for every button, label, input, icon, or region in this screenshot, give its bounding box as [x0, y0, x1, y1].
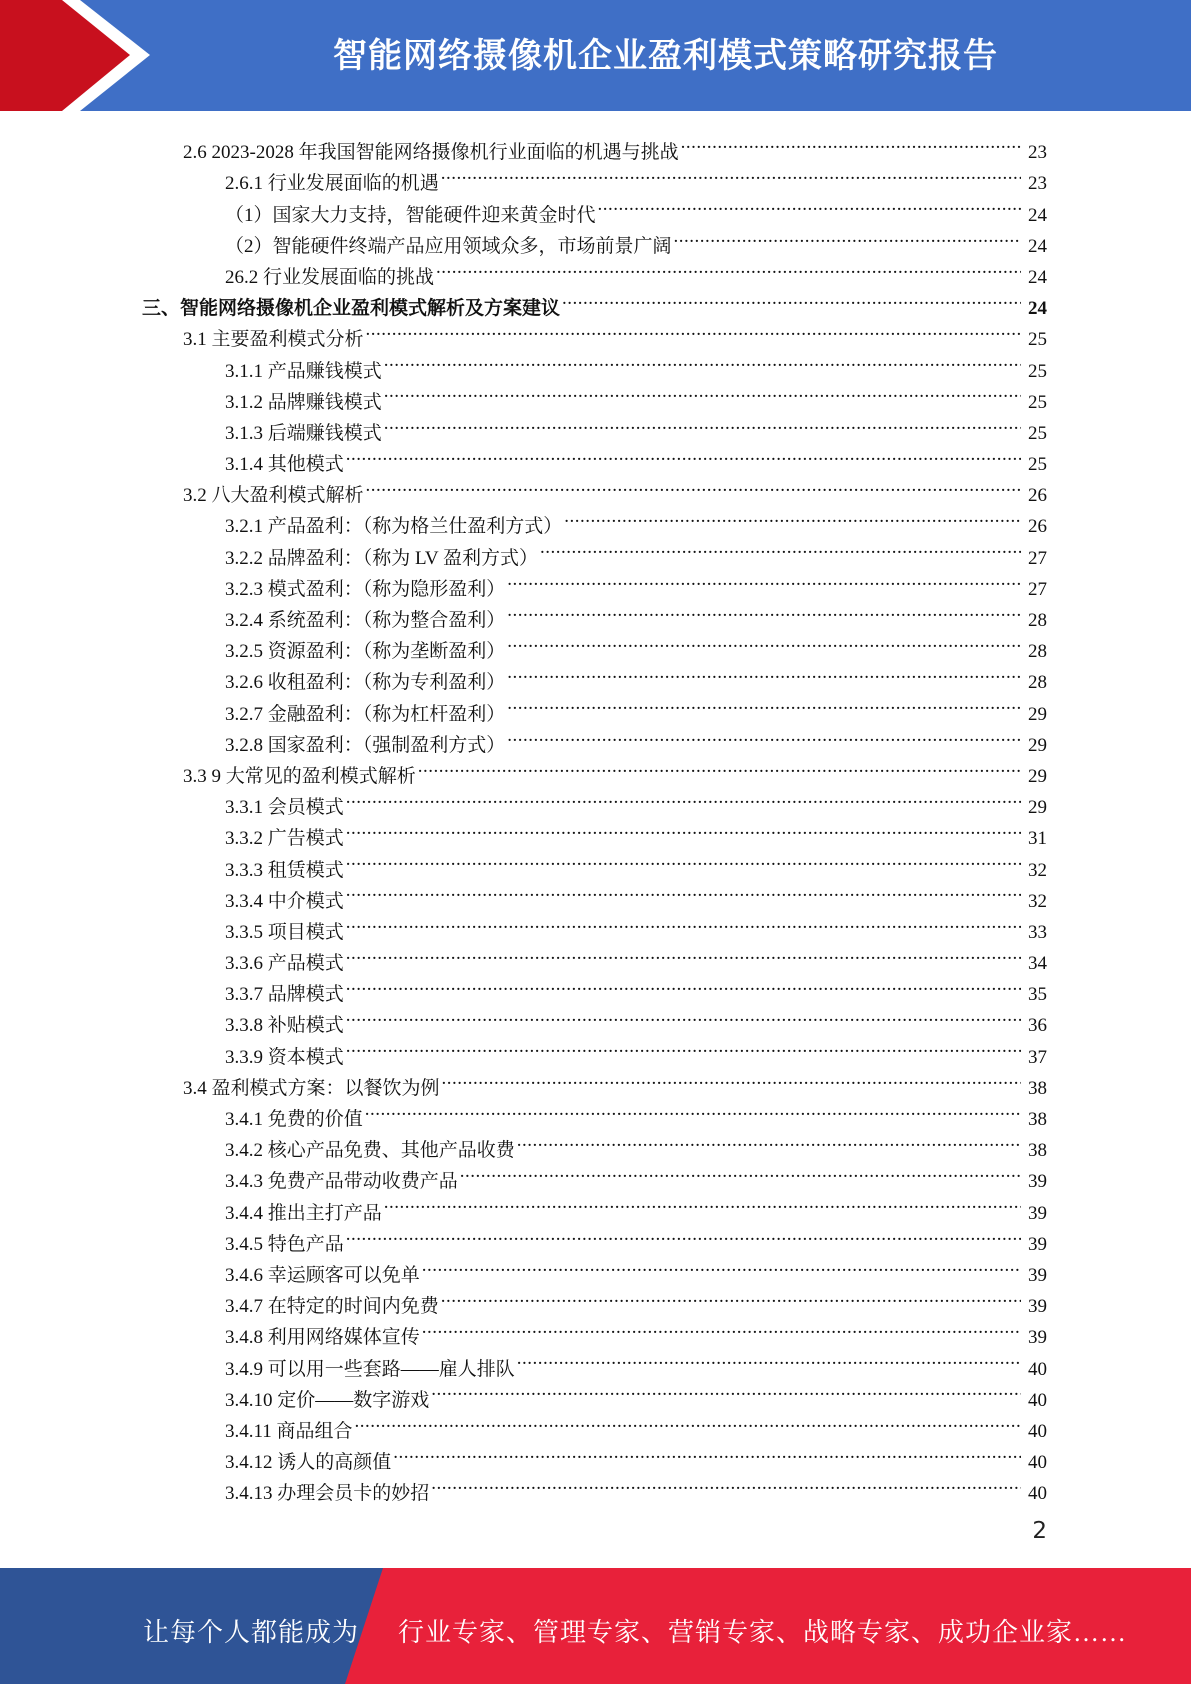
- toc-entry-title: 3.4.6 幸运顾客可以免单: [225, 1264, 420, 1286]
- toc-dot-leader: [346, 844, 1021, 875]
- toc-page-number: 24: [1028, 266, 1047, 288]
- toc-page-number: 35: [1028, 984, 1047, 1006]
- toc-entry[interactable]: [0, 1343, 1191, 1380]
- toc-entry-title: 3.4.1 免费的价值: [225, 1109, 363, 1130]
- toc-page-number: 26: [1028, 485, 1047, 507]
- toc-entry-title: 3.2.1 产品盈利：（称为格兰仕盈利方式）: [225, 516, 563, 538]
- toc-entry-title: 3.2.5 资源盈利：（称为垄断盈利）: [225, 641, 506, 663]
- toc-page-number: 24: [1028, 235, 1047, 257]
- toc-entry[interactable]: [0, 1468, 1191, 1505]
- toc-entry[interactable]: [0, 595, 1191, 631]
- toc-entry-title: 3.4.3 免费产品带动收费产品: [225, 1171, 458, 1193]
- toc-dot-leader: [366, 470, 1021, 501]
- toc-dot-leader: [346, 1031, 1021, 1062]
- toc-page-number: 25: [1028, 391, 1047, 413]
- toc-page-number: 25: [1028, 422, 1047, 444]
- toc-entry[interactable]: [0, 345, 1191, 382]
- toc-dot-leader: [346, 782, 1021, 813]
- toc-entry[interactable]: [0, 1312, 1191, 1349]
- toc-entry[interactable]: [0, 969, 1191, 1006]
- toc-dot-leader: [346, 439, 1021, 470]
- toc-page-number: 29: [1028, 703, 1047, 725]
- footer-slogan-right: 行业专家、管理专家、营销专家、战略专家、成功企业家……: [398, 1618, 1128, 1647]
- toc-dot-leader: [366, 314, 1021, 345]
- toc-dot-leader: [346, 969, 1021, 1000]
- toc-entry[interactable]: [0, 688, 1191, 725]
- toc-page-number: 29: [1028, 734, 1047, 756]
- toc-dot-leader: [436, 252, 1021, 283]
- toc-dot-leader: [384, 1187, 1021, 1218]
- toc-entry-title: 3.2.6 收租盈利：（称为专利盈利）: [225, 672, 506, 694]
- toc-entry-title: 3.3.1 会员模式: [225, 797, 344, 819]
- toc-entry[interactable]: [0, 876, 1191, 912]
- toc-page-number: 34: [1028, 953, 1047, 975]
- toc-dot-leader: [507, 657, 1021, 688]
- toc-page-number: 36: [1028, 1015, 1047, 1037]
- toc-dot-leader: [422, 1250, 1021, 1281]
- toc-page-number: 38: [1028, 1140, 1047, 1162]
- toc-entry-title: 3.2.3 模式盈利：（称为隐形盈利）: [225, 578, 506, 600]
- toc-entry[interactable]: [0, 1187, 1191, 1224]
- toc-dot-leader: [507, 720, 1021, 751]
- toc-entry[interactable]: [0, 439, 1191, 476]
- toc-entry[interactable]: [0, 252, 1191, 288]
- toc-entry-title: 3.4.4 推出主打产品: [225, 1202, 382, 1224]
- toc-page-number: 40: [1028, 1389, 1047, 1411]
- toc-dot-leader: [384, 345, 1021, 376]
- toc-dot-leader: [562, 283, 1021, 314]
- toc-entry[interactable]: [0, 1063, 1191, 1099]
- toc-page-number: 32: [1028, 859, 1047, 881]
- toc-page-number: 40: [1028, 1420, 1047, 1442]
- toc-page-number: 32: [1028, 890, 1047, 912]
- toc-entry[interactable]: [0, 813, 1191, 850]
- toc-dot-leader: [384, 408, 1021, 439]
- toc-dot-leader: [598, 189, 1021, 220]
- toc-entry-title: 3.1.2 品牌赚钱模式: [225, 391, 382, 413]
- toc-dot-leader: [346, 907, 1021, 938]
- toc-entry-title: 3.3.7 品牌模式: [225, 984, 344, 1006]
- toc-page-number: 40: [1028, 1452, 1047, 1474]
- toc-dot-leader: [540, 532, 1021, 563]
- toc-dot-leader: [346, 876, 1021, 907]
- toc-page-number: 39: [1028, 1327, 1047, 1349]
- toc-entry[interactable]: [0, 938, 1191, 975]
- report-title: 智能网络摄像机企业盈利模式策略研究报告: [333, 36, 998, 76]
- toc-entry-title: 3.3.4 中介模式: [225, 890, 344, 912]
- toc-dot-leader: [355, 1406, 1021, 1437]
- toc-dot-leader: [507, 564, 1021, 595]
- toc-entry-title: 3.3.8 补贴模式: [225, 1015, 344, 1037]
- toc-entry-title: 三、智能网络摄像机企业盈利模式解析及方案建议: [142, 298, 561, 320]
- toc-dot-leader: [365, 1094, 1021, 1125]
- toc-entry[interactable]: [0, 127, 1191, 164]
- toc-page-number: 24: [1028, 204, 1047, 226]
- toc-page-number: 28: [1028, 610, 1047, 631]
- toc-dot-leader: [431, 1375, 1021, 1406]
- toc-entry[interactable]: [0, 626, 1191, 663]
- toc-page-number: 23: [1028, 142, 1047, 164]
- toc-page-number: 27: [1028, 578, 1047, 600]
- toc-dot-leader: [393, 1437, 1021, 1468]
- toc-dot-leader: [441, 158, 1021, 189]
- toc-entry-title: 3.2 八大盈利模式解析: [183, 485, 364, 507]
- toc-entry[interactable]: [0, 532, 1191, 569]
- toc-dot-leader: [431, 1468, 1021, 1499]
- toc-page-number: 29: [1028, 765, 1047, 787]
- toc-entry-title: 26.2 行业发展面临的挑战: [225, 266, 435, 288]
- toc-entry-title: 3.1.1 产品赚钱模式: [225, 360, 382, 382]
- toc-page-number: 39: [1028, 1233, 1047, 1255]
- toc-entry-title: 3.3 9 大常见的盈利模式解析: [183, 765, 416, 787]
- toc-entry[interactable]: [0, 907, 1191, 943]
- toc-page-number: 38: [1028, 1077, 1047, 1099]
- table-of-contents: [0, 127, 1191, 1505]
- toc-entry-title: 3.4.8 利用网络媒体宣传: [225, 1327, 420, 1349]
- toc-entry[interactable]: [0, 158, 1191, 195]
- toc-entry-title: 3.3.3 租赁模式: [225, 859, 344, 881]
- toc-dot-leader: [507, 688, 1021, 719]
- toc-entry-title: 3.3.6 产品模式: [225, 953, 344, 975]
- toc-entry[interactable]: [0, 751, 1191, 787]
- toc-entry-title: 3.2.4 系统盈利：（称为整合盈利）: [225, 610, 506, 631]
- toc-entry-title: 3.3.2 广告模式: [225, 828, 344, 850]
- toc-entry-title: 3.1 主要盈利模式分析: [183, 329, 364, 351]
- toc-page-number: 38: [1028, 1109, 1047, 1130]
- toc-entry-title: 2.6.1 行业发展面临的机遇: [225, 173, 439, 195]
- toc-entry-title: 3.4.9 可以用一些套路——雇人排队: [225, 1358, 515, 1380]
- toc-page-number: 25: [1028, 329, 1047, 351]
- toc-entry[interactable]: [0, 1375, 1191, 1411]
- toc-page-number: 24: [1028, 298, 1047, 320]
- toc-entry[interactable]: [0, 720, 1191, 756]
- toc-entry[interactable]: [0, 1125, 1191, 1162]
- toc-page-number: 28: [1028, 641, 1047, 663]
- toc-entry[interactable]: [0, 1406, 1191, 1442]
- toc-dot-leader: [442, 1063, 1021, 1094]
- toc-page-number: 26: [1028, 516, 1047, 538]
- toc-dot-leader: [681, 127, 1021, 158]
- toc-entry-title: 3.4.5 特色产品: [225, 1233, 344, 1255]
- toc-dot-leader: [418, 751, 1021, 782]
- page-footer: [0, 1568, 1191, 1684]
- toc-entry[interactable]: [0, 782, 1191, 819]
- toc-dot-leader: [346, 813, 1021, 844]
- toc-entry-title: 3.4.2 核心产品免费、其他产品收费: [225, 1140, 515, 1162]
- toc-entry[interactable]: [0, 377, 1191, 413]
- toc-entry-title: 3.4.7 在特定的时间内免费: [225, 1296, 439, 1318]
- footer-slogan-left: 让每个人都能成为: [143, 1618, 360, 1647]
- toc-dot-leader: [346, 938, 1021, 969]
- toc-entry-title: 3.2.2 品牌盈利：（称为 LV 盈利方式）: [225, 547, 538, 569]
- toc-page-number: 39: [1028, 1202, 1047, 1224]
- toc-entry[interactable]: [0, 1219, 1191, 1255]
- toc-entry[interactable]: [0, 1156, 1191, 1193]
- toc-page-number: 25: [1028, 454, 1047, 476]
- toc-dot-leader: [507, 595, 1021, 626]
- toc-entry-title: 3.4.13 办理会员卡的妙招: [225, 1483, 430, 1505]
- page-header: [0, 0, 1191, 111]
- toc-page-number: 25: [1028, 360, 1047, 382]
- toc-entry-title: 3.4.11 商品组合: [225, 1420, 353, 1442]
- toc-page-number: 37: [1028, 1046, 1047, 1068]
- toc-entry-title: 3.4 盈利模式方案：以餐饮为例: [183, 1077, 440, 1099]
- toc-entry-title: 3.3.9 资本模式: [225, 1046, 344, 1068]
- toc-page-number: 39: [1028, 1171, 1047, 1193]
- toc-entry-title: （2）智能硬件终端产品应用领域众多，市场前景广阔: [225, 235, 672, 257]
- toc-dot-leader: [564, 501, 1021, 532]
- toc-entry-title: 3.2.7 金融盈利：（称为杠杆盈利）: [225, 703, 506, 725]
- page-number: 2: [1032, 1518, 1047, 1544]
- toc-entry[interactable]: [0, 1031, 1191, 1068]
- toc-entry[interactable]: [0, 470, 1191, 507]
- toc-entry[interactable]: [0, 1094, 1191, 1130]
- toc-page-number: 39: [1028, 1296, 1047, 1318]
- toc-page-number: 40: [1028, 1358, 1047, 1380]
- toc-entry[interactable]: [0, 844, 1191, 881]
- toc-entry[interactable]: [0, 283, 1191, 320]
- toc-page-number: 39: [1028, 1264, 1047, 1286]
- toc-page-number: 27: [1028, 547, 1047, 569]
- toc-entry[interactable]: [0, 1437, 1191, 1474]
- toc-page-number: 29: [1028, 797, 1047, 819]
- toc-page-number: 23: [1028, 173, 1047, 195]
- toc-dot-leader: [517, 1125, 1021, 1156]
- toc-entry-title: 3.3.5 项目模式: [225, 921, 344, 943]
- toc-dot-leader: [517, 1343, 1021, 1374]
- toc-dot-leader: [346, 1000, 1021, 1031]
- toc-dot-leader: [460, 1156, 1021, 1187]
- toc-dot-leader: [384, 377, 1021, 408]
- toc-entry-title: 3.2.8 国家盈利：（强制盈利方式）: [225, 734, 506, 756]
- toc-entry[interactable]: [0, 1281, 1191, 1318]
- toc-entry-title: 3.4.12 诱人的高颜值: [225, 1452, 392, 1474]
- toc-entry-title: 3.1.3 后端赚钱模式: [225, 422, 382, 444]
- toc-entry[interactable]: [0, 501, 1191, 538]
- toc-page-number: 31: [1028, 828, 1047, 850]
- toc-dot-leader: [346, 1219, 1021, 1250]
- toc-entry[interactable]: [0, 564, 1191, 600]
- toc-dot-leader: [674, 221, 1021, 252]
- toc-dot-leader: [507, 626, 1021, 657]
- toc-page-number: 28: [1028, 672, 1047, 694]
- toc-entry[interactable]: [0, 1250, 1191, 1286]
- toc-entry[interactable]: [0, 189, 1191, 226]
- toc-entry-title: 2.6 2023-2028 年我国智能网络摄像机行业面临的机遇与挑战: [183, 142, 679, 164]
- toc-page-number: 33: [1028, 921, 1047, 943]
- toc-entry[interactable]: [0, 657, 1191, 694]
- toc-entry-title: （1）国家大力支持，智能硬件迎来黄金时代: [225, 204, 596, 226]
- toc-dot-leader: [441, 1281, 1021, 1312]
- toc-entry[interactable]: [0, 408, 1191, 444]
- toc-dot-leader: [422, 1312, 1021, 1343]
- header-chevron-graphic: [0, 0, 160, 111]
- toc-entry-title: 3.1.4 其他模式: [225, 454, 344, 476]
- toc-page-number: 40: [1028, 1483, 1047, 1505]
- toc-entry-title: 3.4.10 定价——数字游戏: [225, 1389, 430, 1411]
- toc-entry[interactable]: [0, 1000, 1191, 1037]
